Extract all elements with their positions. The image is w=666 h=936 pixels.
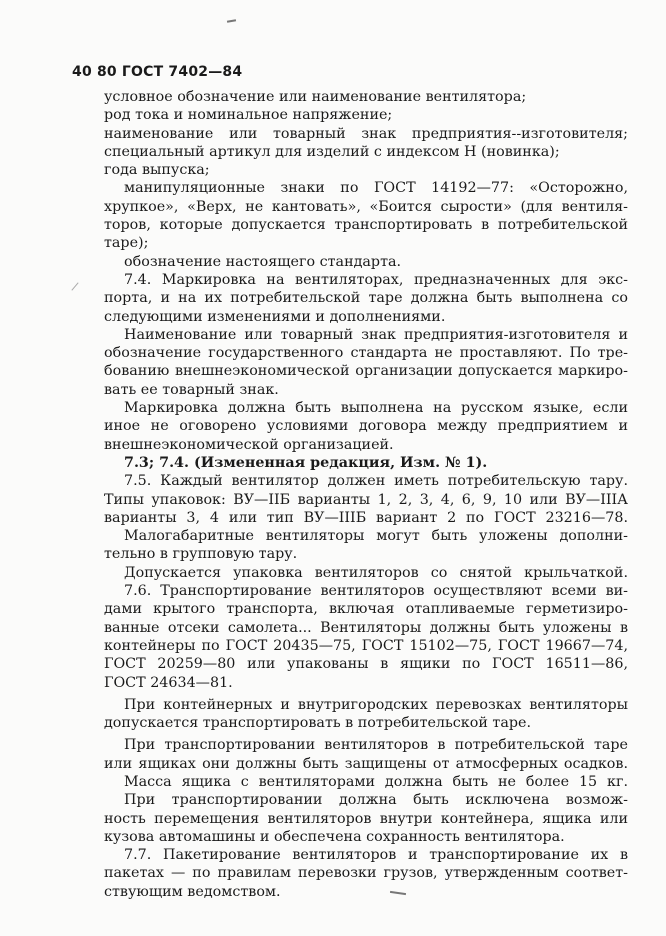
text-line: тельно в групповую тару.	[104, 546, 298, 563]
text-line: или ящиках они должны быть защищены от атмосферных осадков.	[104, 755, 628, 772]
text-line: Допускается упаковка вентиляторов со снятой крыльчаткой.	[124, 564, 628, 581]
text-line: Наименование или товарный знак предприятия-изготовителя и	[124, 326, 628, 343]
text-line: таре);	[104, 235, 149, 252]
text-line: бованию внешнеэкономической организации допускается маркиро-	[104, 363, 628, 380]
text-line: внешнеэкономической организацией.	[104, 436, 394, 453]
text-line: допускается транспортировать в потребительской таре.	[104, 715, 532, 732]
scan-speck	[227, 19, 236, 23]
text-line: 7.6. Транспортирование вентиляторов осуществляют всеми ви-	[124, 583, 628, 600]
text-line: кузова автомашины и обеспечена сохранность вентилятора.	[104, 828, 565, 845]
text-line: условное обозначение или наименование вентилятора;	[104, 89, 527, 105]
text-line: 7.5. Каждый вентилятор должен иметь потребительскую тару.	[124, 473, 628, 490]
text-line: При транспортировании должна быть исключена возмож-	[124, 792, 628, 809]
scan-speck	[71, 282, 78, 290]
text-line: ГОСТ 24634—81.	[104, 674, 233, 691]
text-line: хрупкое», «Верх, не кантовать», «Боится сырости» (для вентиля-	[104, 198, 628, 215]
page-header: 40 80 ГОСТ 7402—84	[72, 64, 243, 80]
text-line: Масса ящика с вентиляторами должна быть не более 15 кг.	[124, 773, 628, 790]
text-line: ствующим ведомством.	[104, 883, 281, 900]
text-line: Типы упаковок: ВУ—IIБ варианты 1, 2, 3, 4, 6, 9, 10 или ВУ—IIIА	[104, 491, 628, 508]
text-line: 7.4. Маркировка на вентиляторах, предназначенных для экс-	[124, 271, 628, 288]
text-line: При контейнерных и внутригородских перевозках вентиляторы	[124, 696, 628, 713]
text-line: ность перемещения вентиляторов внутри контейнера, ящика или	[104, 810, 628, 827]
text-line: вать ее товарный знак.	[104, 381, 279, 398]
text-line: торов, которые допускается транспортировать в потребительской	[104, 217, 628, 234]
text-line: порта, и на их потребительской таре должна быть выполнена со	[104, 290, 628, 307]
text-line: контейнеры по ГОСТ 20435—75, ГОСТ 15102—75, ГОСТ 19667—74,	[104, 637, 628, 654]
text-line: ГОСТ 20259—80 или упакованы в ящики по ГОСТ 16511—86,	[104, 656, 628, 673]
text-line: Маркировка должна быть выполнена на русском языке, если	[124, 400, 628, 417]
text-line: обозначение настоящего стандарта.	[124, 253, 402, 270]
amendment-note: 7.3; 7.4. (Измененная редакция, Изм. № 1).	[124, 454, 488, 471]
text-line: манипуляционные знаки по ГОСТ 14192—77: «Осторожно,	[124, 180, 628, 197]
text-line: варианты 3, 4 или тип ВУ—IIIБ вариант 2 по ГОСТ 23216—78.	[104, 509, 628, 526]
document-body	[104, 88, 628, 901]
text-line: следующими изменениями и дополнениями.	[104, 308, 446, 325]
text-line: дами крытого транспорта, включая отапливаемые герметизиро-	[104, 601, 628, 618]
text-line: иное не оговорено условиями договора между предприятием и	[104, 418, 628, 435]
text-line: специальный артикул для изделий с индексом Н (новинка);	[104, 143, 560, 160]
text-line: наименование или товарный знак предприятия--изготовителя;	[104, 125, 628, 142]
text-line: ванные отсеки самолета... Вентиляторы должны быть уложены в	[104, 619, 628, 636]
text-line: 7.7. Пакетирование вентиляторов и транспортирование их в	[124, 847, 628, 864]
text-line: род тока и номинальное напряжение;	[104, 107, 393, 124]
text-line: При транспортировании вентиляторов в потребительской таре	[124, 737, 628, 754]
text-line: Малогабаритные вентиляторы могут быть уложены дополни-	[124, 528, 628, 545]
text-line: года выпуска;	[104, 162, 210, 179]
text-line: пакетах — по правилам перевозки грузов, утвержденным соответ-	[104, 865, 628, 882]
text-line: обозначение государственного стандарта не проставляют. По тре-	[104, 345, 628, 362]
